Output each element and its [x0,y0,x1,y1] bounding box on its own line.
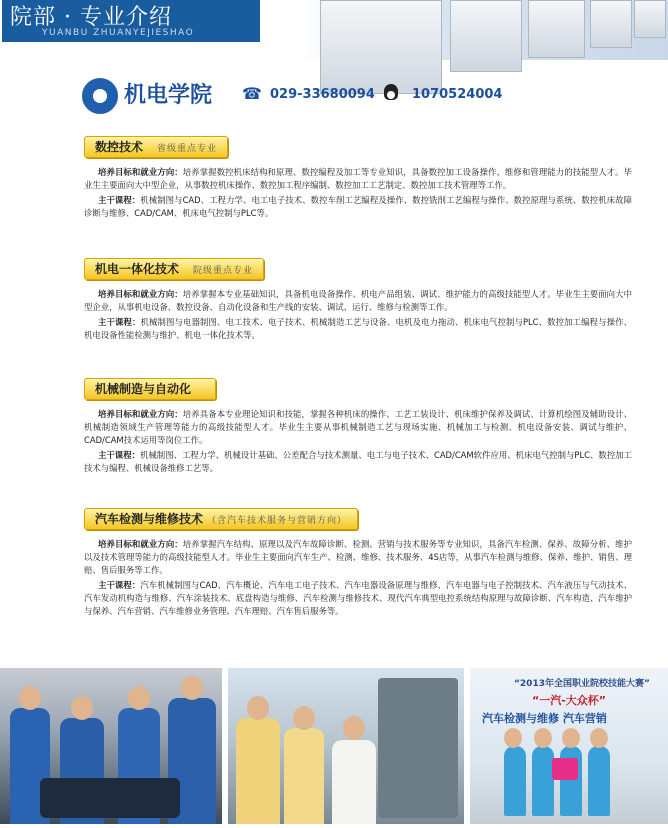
major-title-label [84,378,216,400]
goal-text: 培养掌握汽车结构、原理以及汽车故障诊断、检测、营销与技术服务等专业知识，具备汽车检测、保养、故障分析、维护以及技术管理等能力的高级技能型人才。毕业生主要面向汽车生产、检测、维修、技术服务、4S店等，从事汽车检测与维修、保养、维护、销售、理赔、售后服务等工作。 [84,539,632,575]
course-label: 主干课程： [98,195,141,205]
machine-tool [378,678,458,818]
student-head [71,696,93,720]
student-figure [284,728,324,824]
goal-label: 培养目标和就业方向： [98,289,183,299]
major-courses [84,449,632,475]
major-title: 机电一体化技术 [95,262,180,276]
banner-line-1: “2013年全国职业院校技能大赛” [514,679,650,689]
student-figure [532,746,554,816]
major-courses [84,194,632,220]
course-label: 主干课程： [98,317,141,327]
machine-image [450,0,522,72]
major-section-cnc [84,136,632,220]
page-title-box [2,0,260,42]
college-qq: 1070524004 [412,87,503,102]
major-title: 汽车检测与维修技术 [95,512,204,526]
qq-penguin-icon [384,84,398,100]
course-text: 汽车机械制图与CAD、汽车概论、汽车电工电子技术、汽车电器设备原理与维修、汽车电器与电子控制技术、汽车液压与气动技术、汽车发动机构造与维修、汽车涂装技术、底盘构造与维修、汽车检测与维修技术、现代汽车典型电控系统结构原理与故障诊断、汽车构造、汽车维护与保养、汽车营销、汽车维修业务管理、汽车理赔、汽车售后服务等。 [84,580,632,616]
skills-competition-photo [470,668,668,824]
student-head [590,728,608,748]
course-text: 机械制图与CAD、工程力学、电工电子技术、数控车削工艺编程及操作、数控铣削工艺编程与操作、数控原理与系统、数控机床故障诊断与维修、CAD/CAM、机床电气控制与PLC等。 [84,195,632,218]
goal-text: 培养掌握数控机床结构和原理、数控编程及加工等专业知识，具备数控加工设备操作、维修和管理能力的技能型人才。毕业生主要面向大中型企业，从事数控机床操作、数控加工程序编制、数控加工工艺制定、数控加工技术管理等工作。 [84,167,632,190]
major-title-label [84,258,264,280]
course-label: 主干课程： [98,580,141,590]
photo-strip [0,668,668,828]
major-title-label [84,508,358,530]
major-goal [84,538,632,577]
major-section-automotive [84,508,632,618]
course-text: 机械制图、工程力学、机械设计基础、公差配合与技术测量、电工与电子技术、CAD/CAM软件应用、机床电气控制与PLC、数控加工技术与编程、机械设备维修工艺等。 [84,450,632,473]
student-figure [504,746,526,816]
students-workshop-photo [0,668,222,824]
major-courses [84,316,632,342]
banner-line-3: 汽车检测与维修 汽车营销 [482,712,607,725]
college-name: 机电学院 [124,83,213,108]
student-head [534,728,552,748]
major-tag: （含汽车技术服务与营销方向） [207,516,348,526]
major-title-label [84,136,228,158]
goal-label: 培养目标和就业方向： [98,409,183,419]
machine-image [590,0,632,48]
student-figure [332,740,376,824]
major-section-manufacturing [84,378,632,475]
course-label: 主干课程： [98,450,140,460]
major-goal [84,166,632,192]
phone-icon: ☎ [242,84,262,103]
student-figure [588,746,610,816]
major-section-mechatronics [84,258,632,342]
major-title: 数控技术 [95,140,144,154]
major-courses [84,579,632,618]
student-head [181,676,203,700]
major-goal [84,288,632,314]
major-title: 机械制造与自动化 [95,382,192,396]
goal-label: 培养目标和就业方向： [98,539,183,549]
page-title: 院部 · 专业介绍 [10,5,172,30]
engine-part [40,778,180,818]
goal-label: 培养目标和就业方向： [98,167,183,177]
student-head [562,728,580,748]
banner-line-2: “一汽-大众杯” [532,694,607,707]
major-tag: 院级重点专业 [193,266,254,276]
award-placard [552,758,578,780]
student-figure [236,718,280,824]
student-head [247,696,269,720]
college-logo-icon [82,78,118,114]
major-goal [84,408,632,447]
machine-image [528,0,585,58]
major-tag: 省级重点专业 [157,144,218,154]
student-head [343,716,365,740]
student-head [128,686,150,710]
page-subtitle: YUANBU ZHUANYEJIESHAO [42,28,195,38]
student-head [293,706,315,730]
student-head [504,728,522,748]
course-text: 机械制图与电器制图、电工技术、电子技术、机械制造工艺与设备、电机及电力拖动、机床电气控制与PLC、数控加工编程与操作、机电设备性能检测与维护、机电一体化技术等。 [84,317,633,340]
goal-text: 培养掌握本专业基础知识，具备机电设备操作、机电产品组装、调试、维护能力的高级技能型人才。毕业生主要面向大中型企业，从事机电设备、数控设备、自动化设备和生产线的安装、调试、运行、维修与检测等工作。 [84,289,632,312]
machine-image [634,0,666,38]
college-header [82,78,522,114]
student-head [19,686,41,710]
students-machine-photo [228,668,464,824]
student-figure [560,746,582,816]
college-phone: 029-33680094 [270,87,375,102]
goal-text: 培养具备本专业理论知识和技能，掌握各种机床的操作、工艺工装设计、机床维护保养及调试、计算机绘图及辅助设计、机械制造领域生产管理等能力的高级技能型人才。毕业生主要从事机械制造工艺与现场实施、机械加工与检测、机电设备安装、调试与维护、CAD/CAM技术运用等岗位工作。 [84,409,632,445]
